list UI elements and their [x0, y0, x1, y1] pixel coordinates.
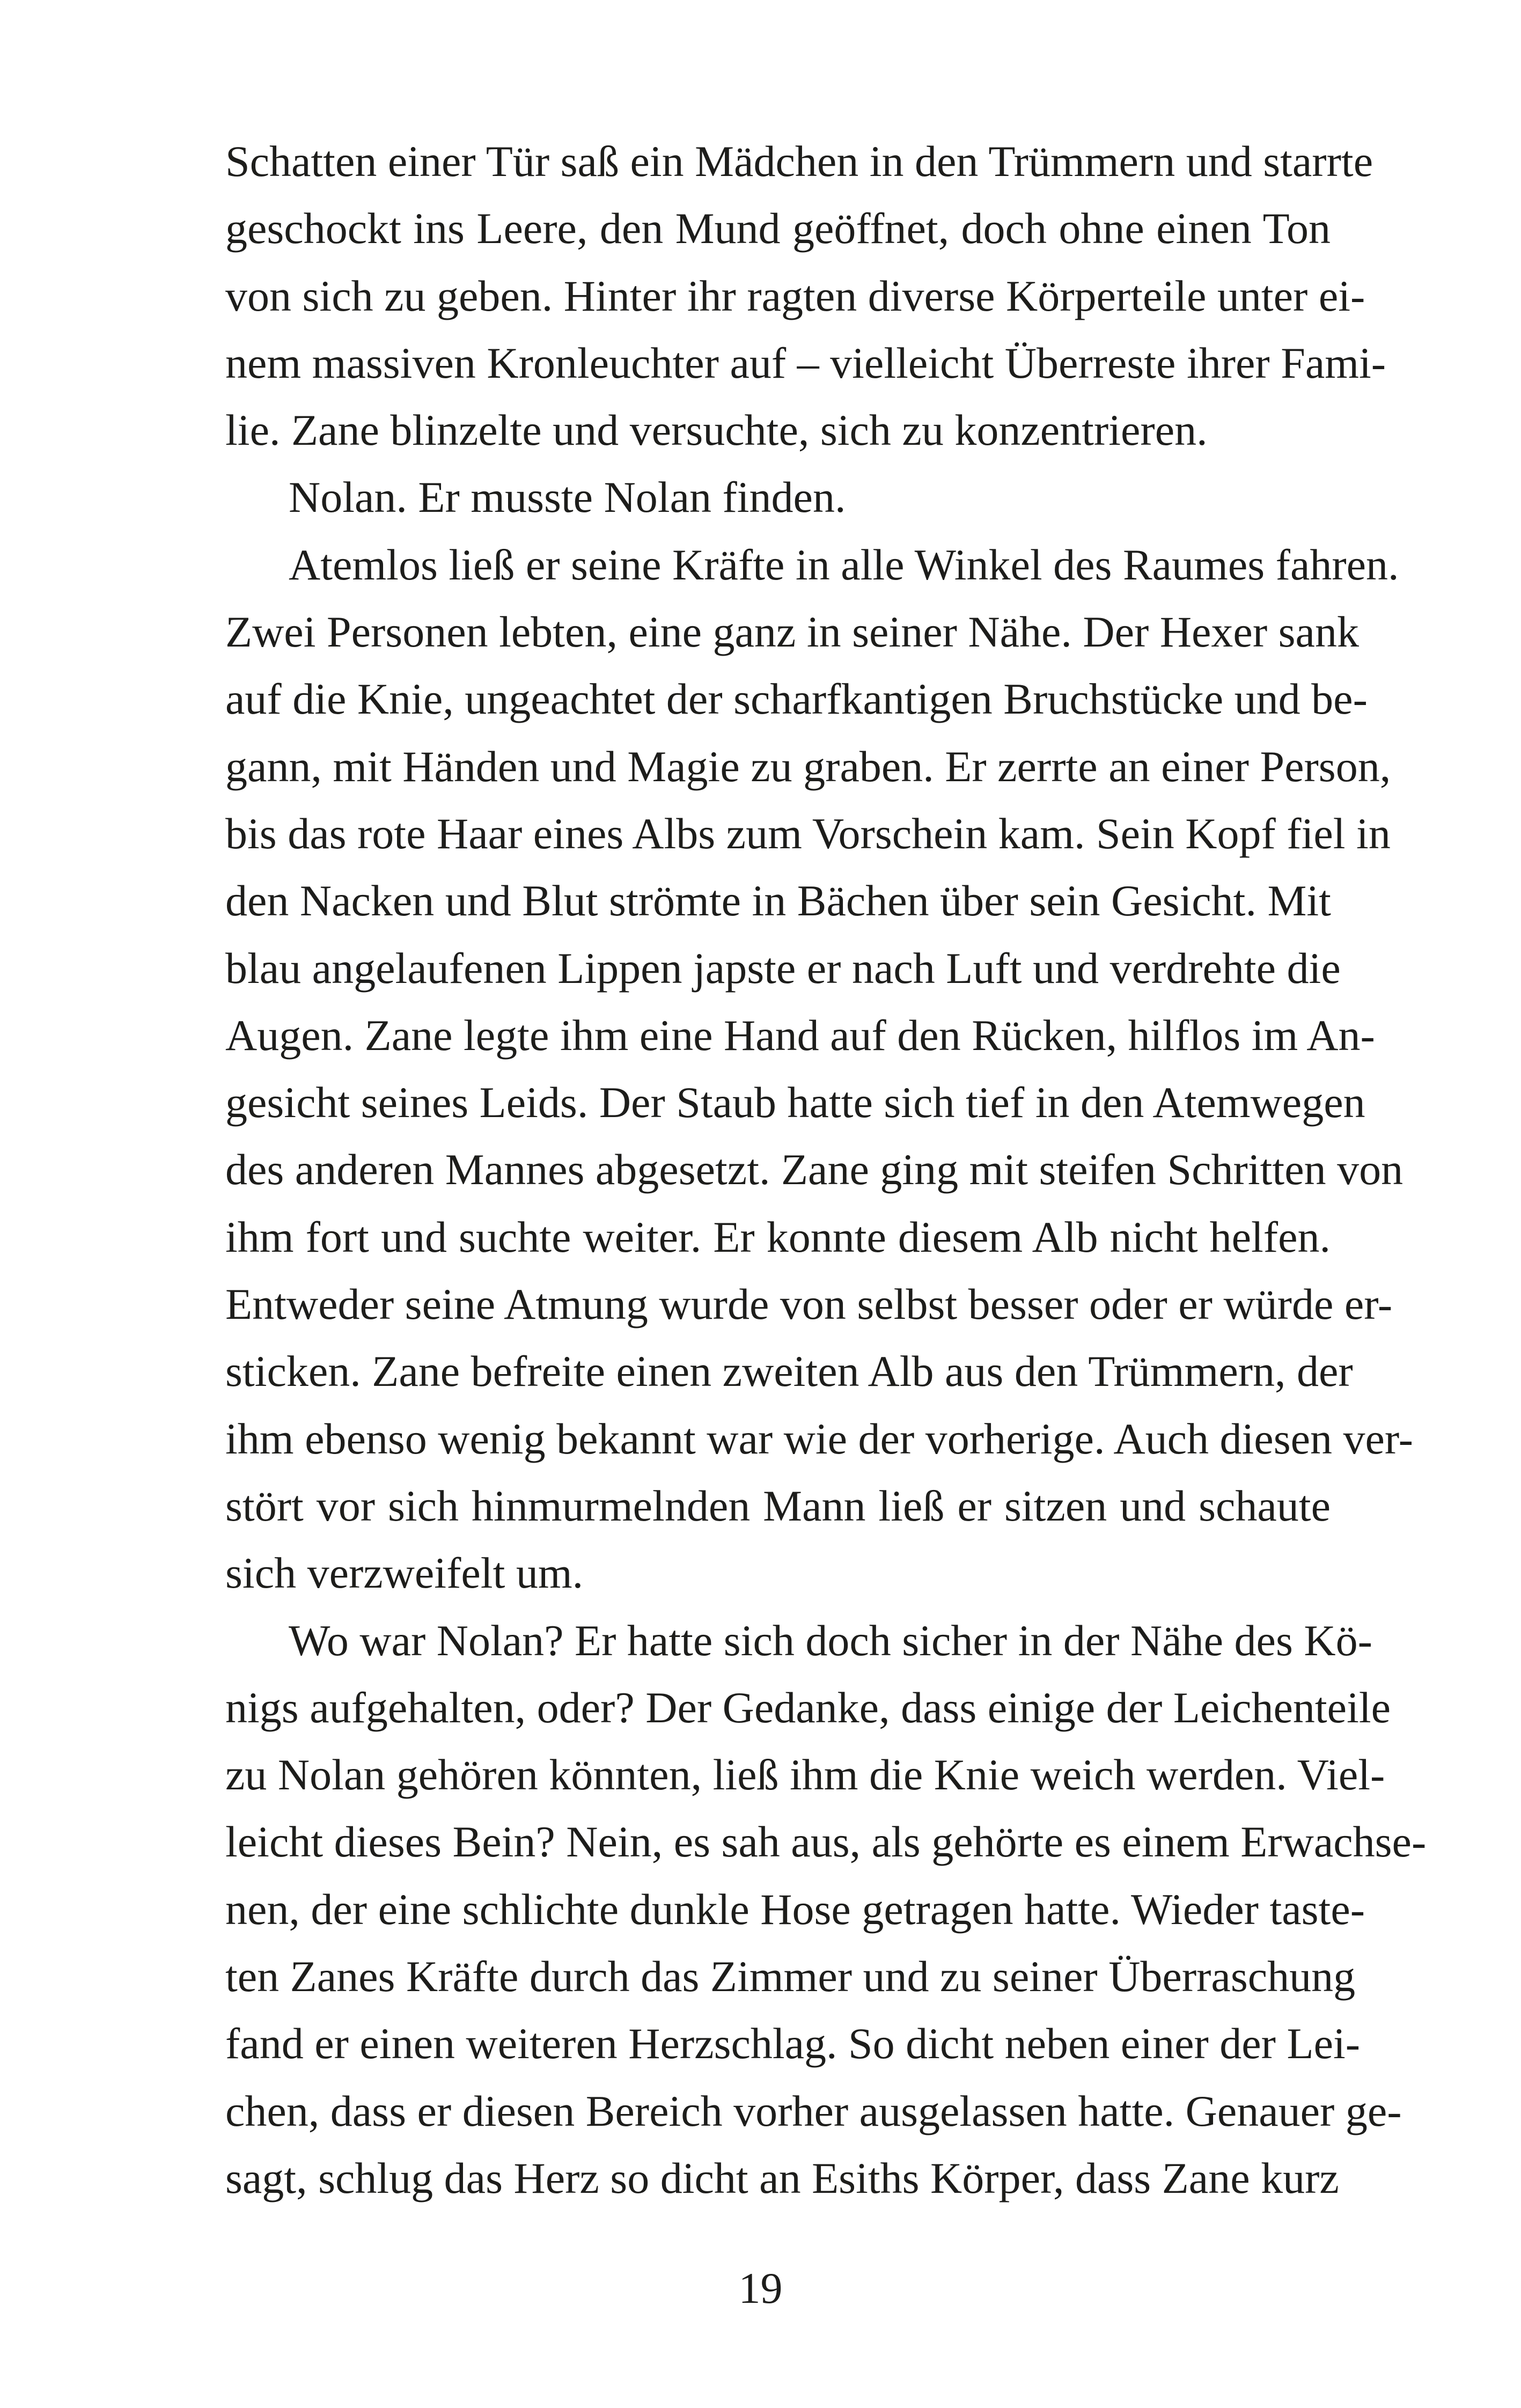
- body-text: [225, 128, 1427, 2212]
- text-line: des anderen Mannes abgesetzt. Zane ging mit steifen Schritten von: [225, 1145, 1404, 1194]
- text-line: Augen. Zane legte ihm eine Hand auf den Rücken, hilflos im An-: [225, 1010, 1375, 1060]
- page-number: 19: [738, 2264, 783, 2312]
- text-line: sich verzweifelt um.: [225, 1548, 584, 1598]
- text-line: Wo war Nolan? Er hatte sich doch sicher in der Nähe des Kö-: [289, 1616, 1372, 1665]
- paragraph: [225, 1607, 1427, 2212]
- text-line: leicht dieses Bein? Nein, es sah aus, als gehörte es einem Erwachse-: [225, 1817, 1427, 1867]
- text-line: Nolan. Er musste Nolan finden.: [289, 473, 846, 522]
- text-line: Entweder seine Atmung wurde von selbst besser oder er würde er-: [225, 1280, 1393, 1329]
- text-line: sagt, schlug das Herz so dicht an Esiths Körper, dass Zane kurz: [225, 2153, 1339, 2203]
- text-line: stört vor sich hinmurmelnden Mann ließ er sitzen und schaute: [225, 1481, 1331, 1530]
- text-line: Atemlos ließ er seine Kräfte in alle Winkel des Raumes fahren.: [289, 540, 1399, 589]
- text-line: den Nacken und Blut strömte in Bächen über sein Gesicht. Mit: [225, 876, 1331, 926]
- text-line: bis das rote Haar eines Albs zum Vorschein kam. Sein Kopf fiel in: [225, 809, 1391, 858]
- text-line: lie. Zane blinzelte und versuchte, sich zu konzentrieren.: [225, 406, 1208, 455]
- text-line: fand er einen weiteren Herzschlag. So dicht neben einer der Lei-: [225, 2019, 1361, 2068]
- text-line: gesicht seines Leids. Der Staub hatte sich tief in den Atemwegen: [225, 1078, 1365, 1127]
- text-line: geschockt ins Leere, den Mund geöffnet, doch ohne einen Ton: [225, 204, 1331, 253]
- text-line: gann, mit Händen und Magie zu graben. Er zerrte an einer Person,: [225, 742, 1391, 791]
- text-line: von sich zu geben. Hinter ihr ragten diverse Körperteile unter ei-: [225, 271, 1365, 320]
- paragraph: [225, 128, 1386, 464]
- text-line: Schatten einer Tür saß ein Mädchen in den Trümmern und starrte: [225, 137, 1373, 186]
- text-line: nen, der eine schlichte dunkle Hose getragen hatte. Wieder taste-: [225, 1884, 1365, 1934]
- paragraph: [225, 464, 1331, 531]
- text-line: ihm fort und suchte weiter. Er konnte diesem Alb nicht helfen.: [225, 1212, 1331, 1261]
- text-line: ten Zanes Kräfte durch das Zimmer und zu seiner Überraschung: [225, 1952, 1356, 2001]
- text-line: auf die Knie, ungeachtet der scharfkantigen Bruchstücke und be-: [225, 674, 1368, 724]
- text-line: nigs aufgehalten, oder? Der Gedanke, dass einige der Leichenteile: [225, 1683, 1391, 1732]
- text-line: zu Nolan gehören könnten, ließ ihm die Knie weich werden. Viel-: [225, 1750, 1385, 1800]
- text-line: ihm ebenso wenig bekannt war wie der vorherige. Auch diesen ver-: [225, 1414, 1413, 1463]
- text-line: blau angelaufenen Lippen japste er nach Luft und verdrehte die: [225, 943, 1341, 993]
- text-line: nem massiven Kronleuchter auf – vielleicht Überreste ihrer Fami-: [225, 338, 1386, 387]
- text-line: chen, dass er diesen Bereich vorher ausgelassen hatte. Genauer ge-: [225, 2086, 1402, 2135]
- text-line: sticken. Zane befreite einen zweiten Alb aus den Trümmern, der: [225, 1347, 1353, 1396]
- paragraph: [225, 531, 1413, 1607]
- text-line: Zwei Personen lebten, eine ganz in seiner Nähe. Der Hexer sank: [225, 607, 1359, 657]
